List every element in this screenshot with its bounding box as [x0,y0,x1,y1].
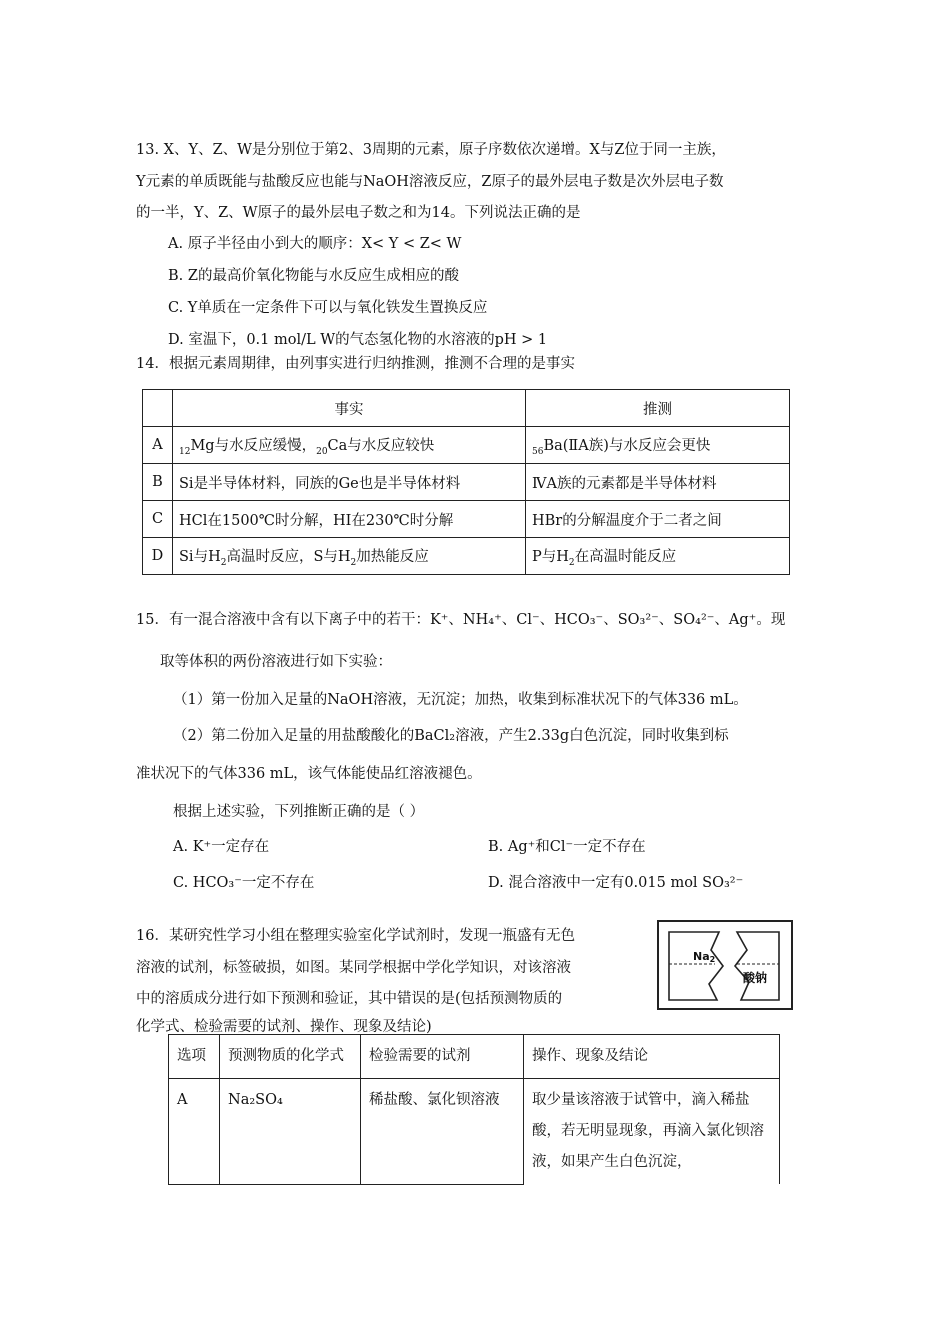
q14-stem: 14．根据元素周期律，由列事实进行归纳推测，推测不合理的是事实 [136,356,575,372]
q14-fact-text: 高温时反应，S与H [226,548,351,565]
q16-table [168,1034,780,1185]
label-right-text: 酸钠 [743,971,768,985]
q14-fact-cell: HCl在1500℃时分解，HI在230℃时分解 [173,501,526,538]
q14-header-blank [143,390,173,427]
label-left-text: Na2 [693,950,716,964]
q15-option-b: B. Ag⁺和Cl⁻一定不存在 [488,839,646,855]
atomic-number: 20 [316,446,328,457]
q16-line-3: 中的溶质成分进行如下预测和验证，其中错误的是(包括预测物质的 [136,991,563,1007]
q13-option-b: B. Z的最高价氧化物能与水反应生成相应的酸 [168,268,459,284]
q16-cell-procedure: 取少量该溶液于试管中，滴入稀盐酸，若无明显现象，再滴入氯化钡溶液，如果产生白色沉淀， [524,1079,780,1185]
q14-fact-text: Mg与水反应缓慢， [190,437,317,454]
q14-guess-cell [526,427,790,464]
q13-option-d: D. 室温下，0.1 mol/L W的气态氢化物的水溶液的pH > 1 [168,332,548,348]
q15-exp-2a: （2）第二份加入足量的用盐酸酸化的BaCl₂溶液，产生2.33g白色沉淀，同时收集到标 [173,728,729,744]
q16-header-reagent: 检验需要的试剂 [361,1035,524,1079]
subscript: 2 [350,557,357,568]
q16-cell-option: A [169,1079,220,1185]
q16-header-procedure: 操作、现象及结论 [524,1035,780,1079]
q14-table [142,389,790,575]
q14-fact-text: 加热能反应 [356,548,429,565]
q14-fact-cell [173,538,526,575]
q13-option-a: A. 原子半径由小到大的顺序：X< Y < Z< W [168,236,462,252]
table-row [143,464,790,501]
q14-row-label: C [143,501,173,538]
q14-row-label: D [143,538,173,575]
table-row [143,427,790,464]
q16-cell-formula: Na₂SO₄ [220,1079,361,1185]
q15-option-a: A. K⁺一定存在 [173,839,270,855]
q15-option-d: D. 混合溶液中一定有0.015 mol SO₃²⁻ [488,875,744,891]
atomic-number: 12 [179,446,191,457]
q13-line-2: Y元素的单质既能与盐酸反应也能与NaOH溶液反应，Z原子的最外层电子数是次外层电子数 [136,174,724,190]
table-row [143,538,790,575]
q14-guess-text: 在高温时能反应 [574,548,677,565]
q16-header-formula: 预测物质的化学式 [220,1035,361,1079]
q13-option-c: C. Y单质在一定条件下可以与氧化铁发生置换反应 [168,300,488,316]
q15-ask: 根据上述实验，下列推断正确的是（ ） [173,804,425,820]
q15-exp-1: （1）第一份加入足量的NaOH溶液，无沉淀；加热，收集到标准状况下的气体336 mL。 [173,692,748,708]
q14-header-guess: 推测 [526,390,790,427]
q13-line-1: 13. X、Y、Z、W是分别位于第2、3周期的元素，原子序数依次递增。X与Z位于同一主族， [136,142,726,158]
q14-guess-cell: HBr的分解温度介于二者之间 [526,501,790,538]
q14-fact-text: Ca与水反应较快 [327,437,435,454]
table-row [143,390,790,427]
label-left-piece [669,932,723,1000]
q14-row-label: A [143,427,173,464]
table-row [169,1079,780,1185]
q15-stem: 15．有一混合溶液中含有以下离子中的若干：K⁺、NH₄⁺、Cl⁻、HCO₃⁻、SO₃²⁻、SO₄²⁻、Ag⁺。现 [136,612,786,628]
q16-line-2: 溶液的试剂，标签破损，如图。某同学根据中学化学知识，对该溶液 [136,960,571,976]
q15-option-c: C. HCO₃⁻一定不存在 [173,875,315,891]
q14-guess-cell [526,538,790,575]
table-row [143,501,790,538]
q15-line-2: 取等体积的两份溶液进行如下实验： [160,654,392,670]
label-right-piece [735,932,779,1000]
q16-line-1: 16．某研究性学习小组在整理实验室化学试剂时，发现一瓶盛有无色 [136,928,575,944]
q16-line-4: 化学式、检验需要的试剂、操作、现象及结论) [136,1019,432,1035]
q14-header-fact: 事实 [173,390,526,427]
q16-header-option: 选项 [169,1035,220,1079]
subscript: 2 [568,557,575,568]
q16-cell-reagent: 稀盐酸、氯化钡溶液 [361,1079,524,1185]
subscript: 2 [220,557,227,568]
q14-fact-cell: Si是半导体材料，同族的Ge也是半导体材料 [173,464,526,501]
q14-fact-cell [173,427,526,464]
q14-fact-text: Si与H [179,548,221,565]
atomic-number: 56 [532,446,544,457]
q14-guess-text: P与H [532,548,569,565]
broken-label-figure [657,920,793,1010]
q14-row-label: B [143,464,173,501]
q13-line-3: 的一半，Y、Z、W原子的最外层电子数之和为14。下列说法正确的是 [136,205,581,221]
table-row [169,1035,780,1079]
q14-guess-text: Ba(ⅡA族)与水反应会更快 [543,437,711,454]
q15-exp-2b: 准状况下的气体336 mL，该气体能使品红溶液褪色。 [136,766,482,782]
q14-guess-cell: ⅣA族的元素都是半导体材料 [526,464,790,501]
